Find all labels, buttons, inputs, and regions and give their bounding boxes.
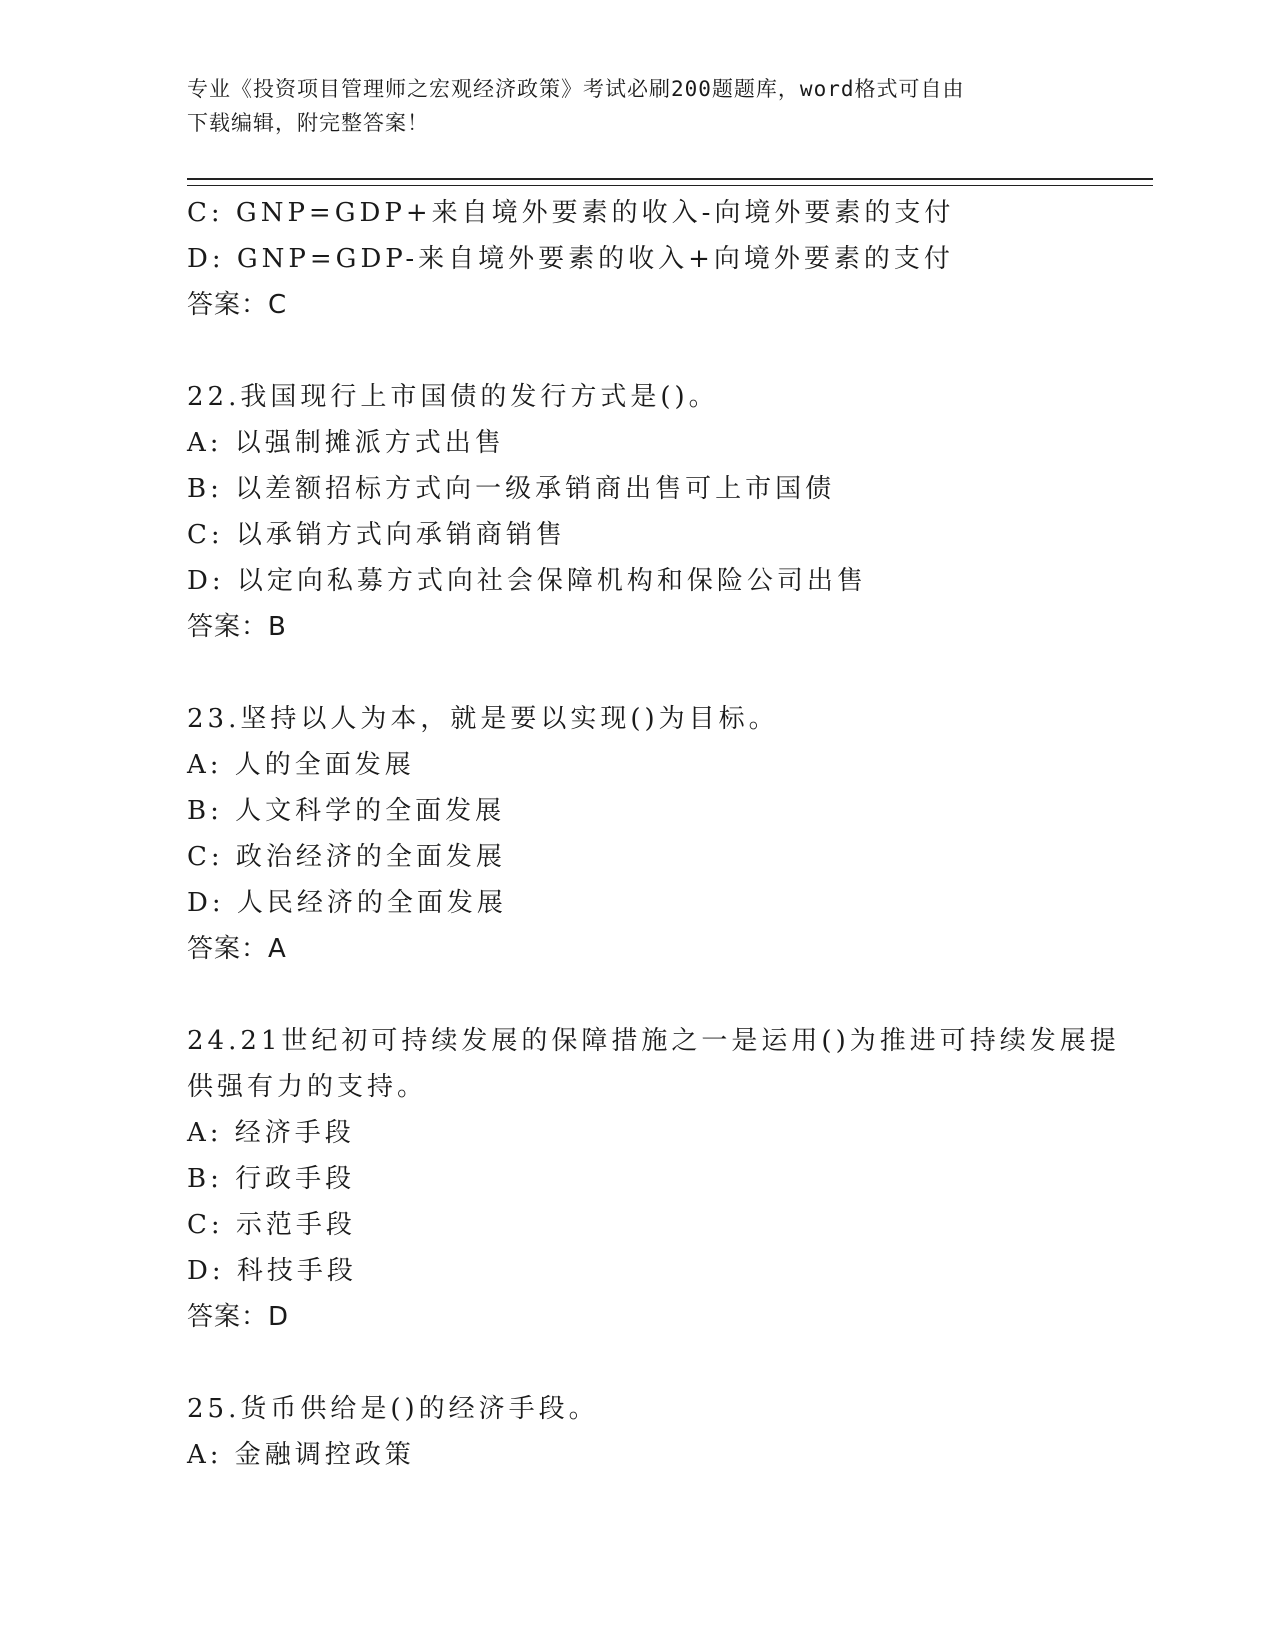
- question-text-line-1: 24.21世纪初可持续发展的保障措施之一是运用()为推进可持续发展提: [187, 1026, 1120, 1056]
- header-line-1: 专业《投资项目管理师之宏观经济政策》考试必刷200题题库，word格式可自由: [187, 77, 965, 101]
- question-block-22: [187, 374, 1087, 650]
- question-block-24: [187, 1018, 1120, 1340]
- document-header: [187, 72, 1087, 140]
- question-text-line-2: 供强有力的支持。: [187, 1072, 428, 1102]
- option-a: A: 经济手段: [187, 1118, 355, 1148]
- header-divider: [187, 178, 1153, 186]
- question-block-25: [187, 1386, 1087, 1478]
- option-a: A: 以强制摊派方式出售: [187, 428, 505, 458]
- option-c: C: 以承销方式向承销商销售: [187, 520, 566, 550]
- option-d: D: 人民经济的全面发展: [187, 888, 507, 918]
- answer-text: 答案：A: [187, 934, 287, 964]
- option-d: D: 以定向私募方式向社会保障机构和保险公司出售: [187, 566, 867, 596]
- spacer: [187, 1340, 1087, 1386]
- option-a: A: 人的全面发展: [187, 750, 415, 780]
- question-list: [187, 190, 1120, 1478]
- option-c: C: GNP=GDP+来自境外要素的收入-向境外要素的支付: [187, 198, 955, 228]
- question-text: 23.坚持以人为本，就是要以实现()为目标。: [187, 704, 779, 734]
- option-b: B: 以差额招标方式向一级承销商出售可上市国债: [187, 474, 836, 504]
- header-line-2: 下载编辑，附完整答案！: [187, 111, 429, 135]
- spacer: [187, 972, 1087, 1018]
- option-d: D: GNP=GDP-来自境外要素的收入+向境外要素的支付: [187, 244, 954, 274]
- option-b: B: 人文科学的全面发展: [187, 796, 506, 826]
- option-c: C: 政治经济的全面发展: [187, 842, 506, 872]
- question-block-21: [187, 190, 1087, 328]
- option-a: A: 金融调控政策: [187, 1440, 415, 1470]
- question-block-23: [187, 696, 1087, 972]
- spacer: [187, 328, 1087, 374]
- option-c: C: 示范手段: [187, 1210, 356, 1240]
- option-b: B: 行政手段: [187, 1164, 356, 1194]
- answer-text: 答案：C: [187, 290, 288, 320]
- answer-text: 答案：B: [187, 612, 287, 642]
- question-text: 25.货币供给是()的经济手段。: [187, 1394, 599, 1424]
- option-d: D: 科技手段: [187, 1256, 357, 1286]
- answer-text: 答案：D: [187, 1302, 290, 1332]
- question-text: 22.我国现行上市国债的发行方式是()。: [187, 382, 719, 412]
- spacer: [187, 650, 1087, 696]
